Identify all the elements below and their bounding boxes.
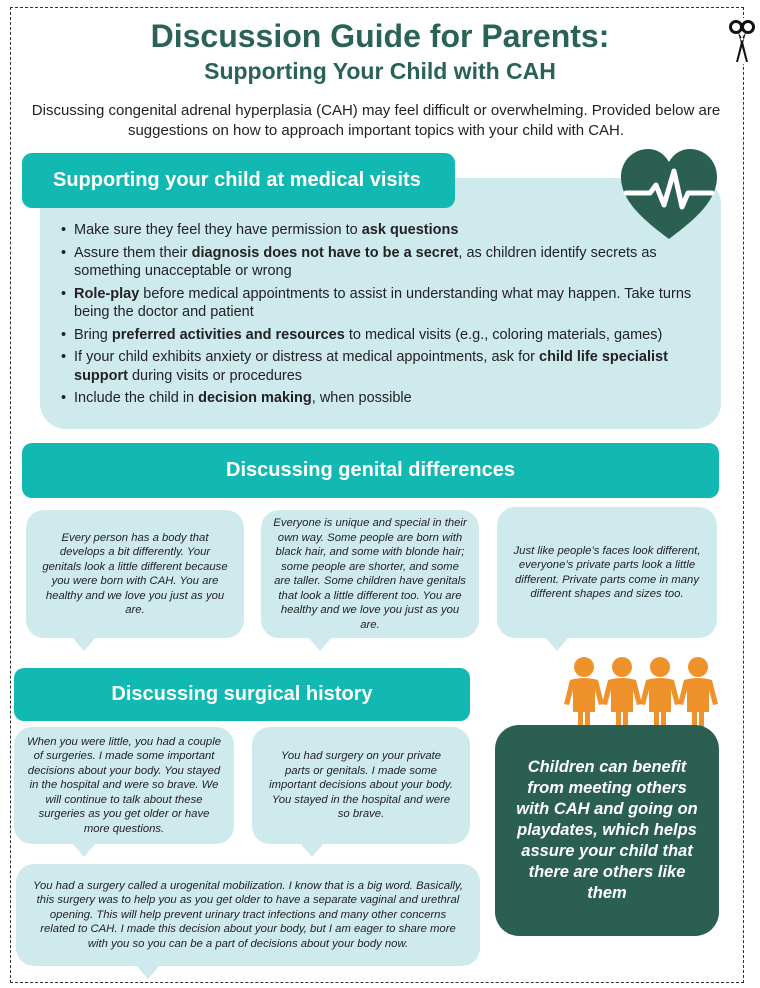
bubble-tail — [545, 637, 569, 651]
speech-bubble: Just like people’s faces look different, everyone’s private parts look a little different. Private parts come in many different shapes and sizes too. — [497, 507, 717, 638]
medical-visits-heading: Supporting your child at medical visits — [22, 153, 455, 208]
bubble-tail — [308, 637, 332, 651]
bubble-tail — [136, 965, 160, 979]
page-subtitle: Supporting Your Child with CAH — [204, 58, 556, 84]
list-item: • Include the child in decision making, when possible — [60, 389, 710, 408]
list-item: • Bring preferred activities and resources to medical visits (e.g., coloring materials, games) — [60, 326, 710, 345]
speech-bubble: Everyone is unique and special in their own way. Some people are born with black hair, and some with blonde hair; some people are shorter, and some are taller. Some children have genitals that look a little different too. You are healthy and we love you just as you are. — [261, 510, 479, 638]
genital-differences-heading: Discussing genital differences — [22, 443, 719, 498]
bubble-tail — [72, 843, 96, 857]
speech-bubble: You had surgery on your private parts or genitals. I made some important decisions about your body. You stayed in the hospital and were so brave. — [252, 727, 470, 844]
surgical-history-heading: Discussing surgical history — [14, 668, 470, 721]
speech-bubble: When you were little, you had a couple of surgeries. I made some important decisions about your body. You stayed in the hospital and were so brave. We will continue to talk about these surgeries as you get older or have more questions. — [14, 727, 234, 844]
speech-bubble: Every person has a body that develops a bit differently. Your genitals look a little different because you were born with CAH. You are healthy and we love you just as you are. — [26, 510, 244, 638]
list-item: • Make sure they feel they have permission to ask questions — [60, 221, 710, 240]
speech-bubble: You had a surgery called a urogenital mobilization. I know that is a big word. Basically, this surgery was to help you as you get older to have a separate vaginal and urethral opening. This will help prevent urinary tract infections and many other concerns related to CAH. I made this decision about your body, but I am eager to share more with you so you can be a part of decisions about your body now. — [16, 864, 480, 966]
bubble-tail — [72, 637, 96, 651]
playdates-callout: Children can benefit from meeting others with CAH and going on playdates, which helps assure your child that there are others like them — [495, 725, 719, 936]
bubble-tail — [300, 843, 324, 857]
intro-paragraph: Discussing congenital adrenal hyperplasia (CAH) may feel difficult or overwhelming. Provided below are suggestions on how to approach important topics with your child with CAH. — [31, 102, 721, 139]
list-item: • Assure them their diagnosis does not have to be a secret, as children identify secrets as something unacceptable or wrong — [60, 244, 710, 281]
medical-visits-list — [60, 221, 710, 412]
page-title: Discussion Guide for Parents: — [150, 18, 610, 54]
list-item: • Role-play before medical appointments to assist in understanding what may happen. Take turns being the doctor and patient — [60, 285, 710, 322]
list-item: • If your child exhibits anxiety or distress at medical appointments, ask for child life specialist support during visits or procedures — [60, 348, 710, 385]
